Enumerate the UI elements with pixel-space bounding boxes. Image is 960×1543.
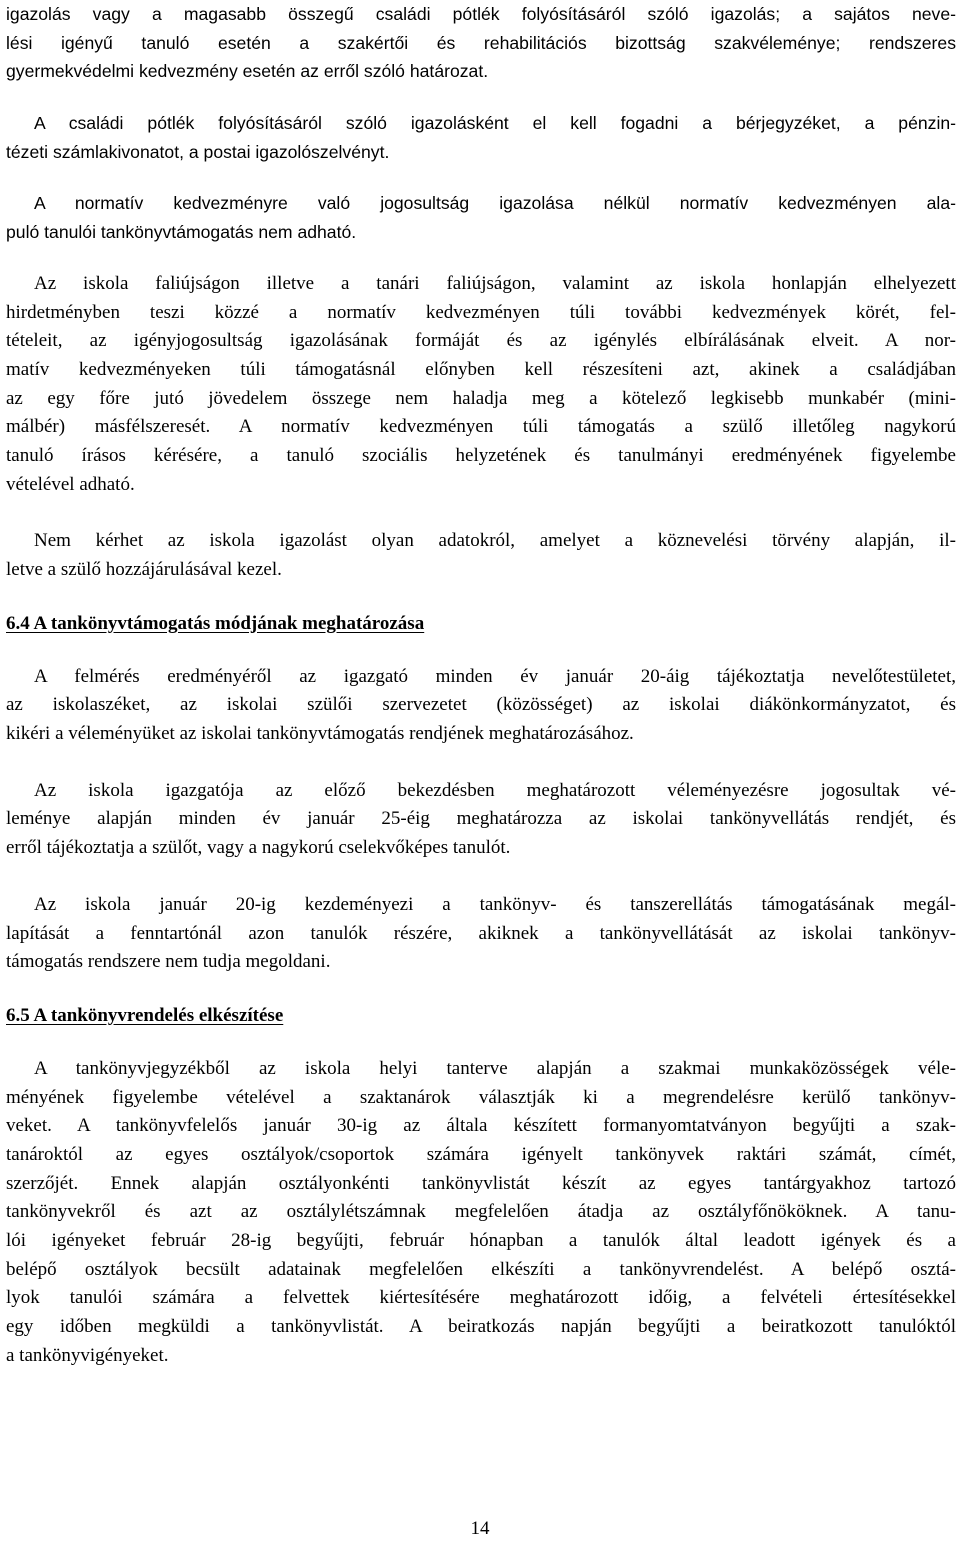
text-line: igazolás vagy a magasabb összegű családi pótlék folyósításáról szóló igazolás; a sajátos neve- <box>6 4 956 24</box>
paragraph-normative-benefit <box>6 189 956 246</box>
paragraph-textbook-order <box>6 1055 956 1371</box>
text-line: lyok tanulói számára a felvettek kiértesítésére meghatározott időig, a felvételi értesítésekkel <box>6 1287 956 1309</box>
text-line: kikéri a véleményüket az iskolai tankönyvtámogatás rendjének meghatározásához. <box>6 723 634 745</box>
text-line: lapítását a fenntartónál azon tanulók részére, akiknek a tankönyvellátását az iskolai tankönyv- <box>6 922 956 944</box>
text-line: puló tanulói tankönyvtámogatás nem adható. <box>6 222 357 243</box>
paragraph-eligibility-documents <box>6 0 956 86</box>
paragraph-principal-decision <box>6 777 956 863</box>
text-line: A tankönyvjegyzékből az iskola helyi tanterve alapján a szakmai munkaközösségek véle- <box>34 1057 956 1079</box>
text-line: szerzőjét. Ennek alapján osztályonkénti tankönyvlistát készít az egyes tantárgyakhoz tartozó <box>6 1172 956 1194</box>
text-line: hirdetményben teszi közzé a normatív kedvezményen túli további kedvezmények körét, fel- <box>6 301 956 323</box>
text-line: lói igényeket február 28-ig begyűjti, február hónapban a tanulók által leadott igények és a <box>6 1230 956 1251</box>
text-line: letve a szülő hozzájárulásával kezel. <box>6 559 282 580</box>
text-line: az egy főre jutó jövedelem összege nem haladja meg a kötelező legkisebb munkabér (mini- <box>6 387 956 409</box>
text-line: A normatív kedvezményre való jogosultság igazolása nélkül normatív kedvezményen ala- <box>34 193 956 214</box>
text-line: tanároktól az egyes osztályok/csoportok számára igényelt tankönyvek raktári számát, címét, <box>6 1143 956 1165</box>
text-line: az iskolaszéket, az iskolai szülői szervezetet (közösséget) az iskolai diákönkormányzatot, és <box>6 694 956 716</box>
paragraph-survey-results <box>6 663 956 749</box>
text-line: lési igényű tanuló esetén a szakértői és rehabilitációs bizottság szakvéleménye; rendszeres <box>6 32 956 53</box>
paragraph-family-allowance-proof <box>6 109 956 166</box>
text-line: A felmérés eredményéről az igazgató minden év január 20-áig tájékoztatja nevelőtestületet, <box>34 665 956 687</box>
text-line: leménye alapján minden év január 25-éig meghatározza az iskolai tankönyvellátás rendjét, és <box>6 808 956 830</box>
section-heading-6-4: 6.4 A tankönyvtámogatás módjának meghatározása <box>6 612 425 634</box>
text-line: tankönyvekről és azt az osztálylétszámnak megfelelően átadja az osztályfőnököknek. A tanu- <box>6 1201 956 1223</box>
paragraph-data-restriction <box>6 527 956 584</box>
text-line: Az iskola faliújságon illetve a tanári faliújságon, valamint az iskola honlapján elhelyezett <box>34 272 956 294</box>
text-line: tanuló írásos kérésére, a tanuló szociális helyzetének és tanulmányi eredményének figyelembe <box>6 444 956 466</box>
text-line: egy időben megküldi a tankönyvlistát. A beiratkozás napján begyűjti a beiratkozott tanulóktól <box>6 1316 956 1338</box>
text-line: belépő osztályok becsült adatainak megfelelően elkészíti a tankönyvrendelést. A belépő osztá- <box>6 1258 956 1280</box>
section-heading-6-5: 6.5 A tankönyvrendelés elkészítése <box>6 1004 284 1026</box>
text-line: gyermekvédelmi kedvezmény esetén az erről szóló határozat. <box>6 61 489 82</box>
text-line: tézeti számlakivonatot, a postai igazolószelvényt. <box>6 141 390 162</box>
page-number: 14 <box>470 1518 490 1539</box>
text-line: vételével adható. <box>6 473 135 495</box>
text-line: a tankönyvigényeket. <box>6 1344 169 1366</box>
text-line: Nem kérhet az iskola igazolást olyan adatokról, amelyet a köznevelési törvény alapján, il- <box>34 530 956 552</box>
text-line: málbér) másfélszeresét. A normatív kedvezményen túli támogatás a szülő illetőleg nagykorú <box>6 416 956 438</box>
text-line: A családi pótlék folyósításáról szóló igazolásként el kell fogadni a bérjegyzéket, a pénzin- <box>34 113 956 134</box>
paragraph-support-request <box>6 891 956 977</box>
text-line: veket. A tankönyvfelelős január 30-ig az általa készített formanyomtatványon begyűjti a szak- <box>6 1115 956 1137</box>
text-line: Az iskola igazgatója az előző bekezdésben meghatározott véleményezésre jogosultak vé- <box>34 779 956 801</box>
text-line: matív kedvezményeken túli támogatásnál előnyben kell részesíteni azt, akinek a családjában <box>6 358 956 380</box>
text-line: erről tájékoztatja a szülőt, vagy a nagykorú cselekvőképes tanulót. <box>6 837 511 859</box>
paragraph-announcement <box>6 270 956 500</box>
document-page <box>6 0 956 1370</box>
text-line: tételeit, az igényjogosultság igazolásának formáját és az igénylés elbírálásának elveit. A nor- <box>6 330 956 352</box>
text-line: támogatás rendszere nem tudja megoldani. <box>6 951 331 973</box>
text-line: Az iskola január 20-ig kezdeményezi a tankönyv- és tanszerellátás támogatásának megál- <box>34 893 956 915</box>
text-line: ményének figyelembe vételével a szaktanárok választják ki a megrendelésre kerülő tankönyv- <box>6 1086 956 1108</box>
